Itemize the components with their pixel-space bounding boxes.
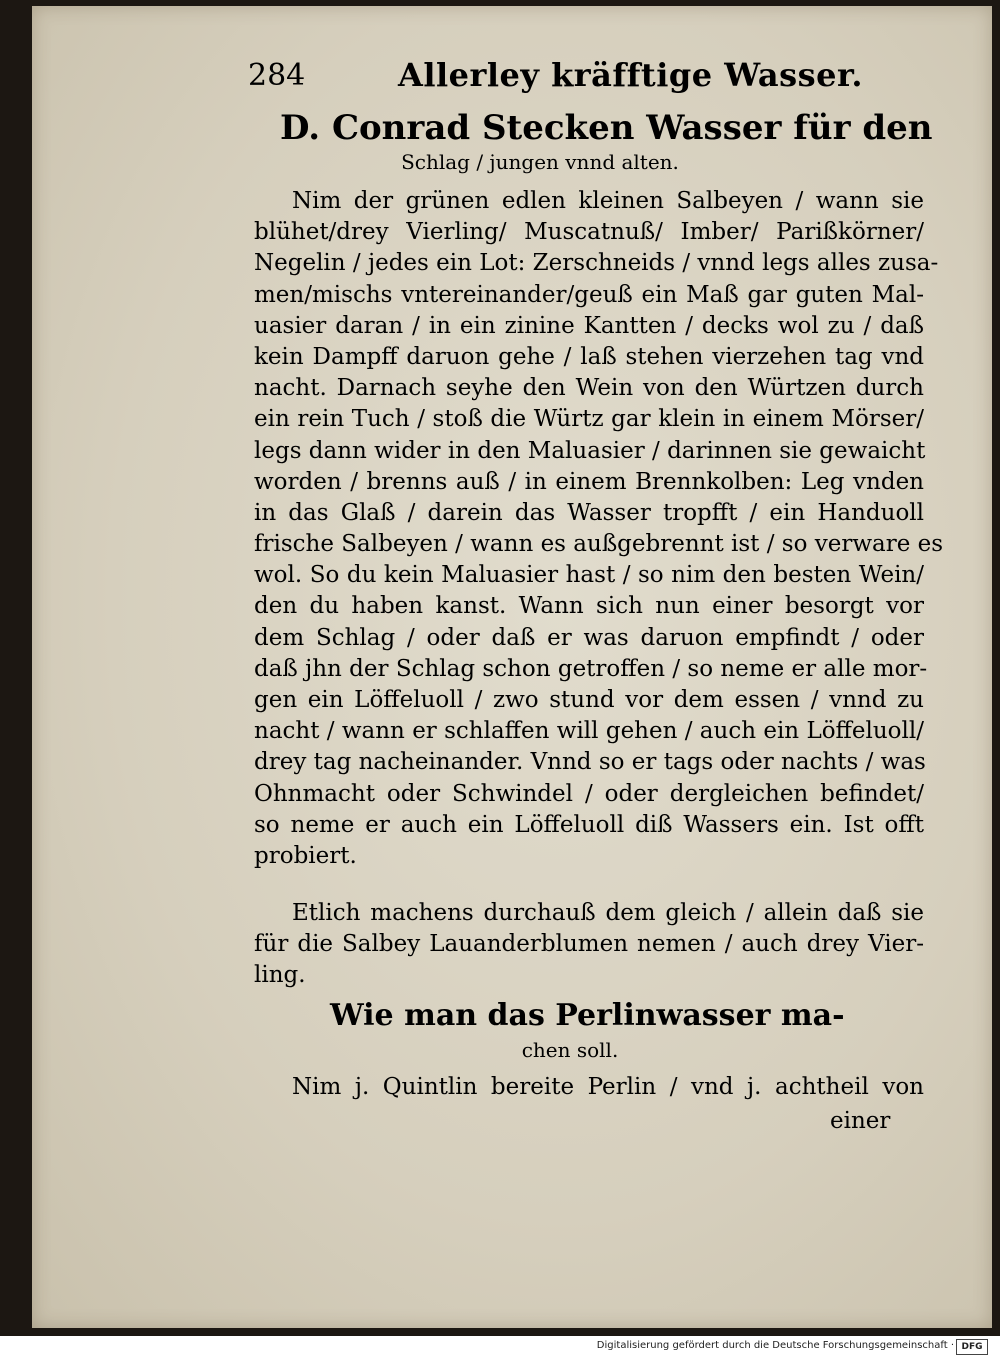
section-subtitle: chen soll. [521,1038,619,1062]
text-line: men/mischs vntereinander/geuß ein Maß gar guten Mal- [254,281,924,308]
text-line: Ohnmacht oder Schwindel / oder dergleichen befindet/ [254,780,924,807]
text-line: Etlich machens durchauß dem gleich / allein daß sie [292,900,924,926]
text-line: in das Glaß / darein das Wasser tropfft / ein Handuoll [254,499,924,526]
catchword: einer [830,1108,891,1134]
recipe-text [254,186,944,872]
footer-bar [0,1336,1000,1357]
text-line: frische Salbeyen / wann es außgebrennt ist / so verware es [254,531,944,558]
dfg-logo: DFG [956,1339,988,1355]
text-line: daß jhn der Schlag schon getroffen / so neme er alle mor- [254,655,928,682]
text-line: Nim der grünen edlen kleinen Salbeyen / wann sie [292,188,924,214]
text-line: blühet/drey Vierling/ Muscatnuß/ Imber/ Parißkörner/ [254,219,924,246]
text-line: ling. [254,962,306,989]
text-line: kein Dampff daruon gehe / laß stehen vierzehen tag vnd [254,343,924,370]
text-line: Nim j. Quintlin bereite Perlin / vnd j. achtheil von [292,1074,924,1100]
text-line: nacht. Darnach seyhe den Wein von den Würtzen durch [254,375,924,402]
section-title: Wie man das Perlinwasser ma- [330,998,845,1033]
text-line: nacht / wann er schlaffen will gehen / auch ein Löffeluoll/ [254,718,924,745]
running-head: Allerley kräfftige Wasser. [398,56,864,94]
section-subtitle: Schlag / jungen vnnd alten. [401,150,679,174]
variant-paragraph [254,898,924,992]
text-line: dem Schlag / oder daß er was daruon empfindt / oder [254,624,924,651]
text-line: ein rein Tuch / stoß die Würtz gar klein in einem Mörser/ [254,406,924,433]
recipe-text [254,1072,924,1103]
funding-credit: Digitalisierung gefördert durch die Deutsche Forschungsgemeinschaft · [596,1340,954,1351]
text-line: für die Salbey Lauanderblumen nemen / auch drey Vier- [254,931,924,958]
section-title: D. Conrad Stecken Wasser für den [280,108,933,148]
text-line: drey tag nacheinander. Vnnd so er tags oder nachts / was [254,749,926,776]
text-line: Negelin / jedes ein Lot: Zerschneids / vnnd legs alles zusa- [254,250,939,277]
text-line: uasier daran / in ein zinine Kantten / decks wol zu / daß [254,312,924,339]
text-line: worden / brenns auß / in einem Brennkolben: Leg vnden [254,468,924,495]
text-line: so neme er auch ein Löffeluoll diß Wassers ein. Ist offt [254,811,924,838]
text-line: legs dann wider in den Maluasier / darinnen sie gewaicht [254,437,926,464]
text-line: wol. So du kein Maluasier hast / so nim den besten Wein/ [254,562,924,589]
page-number: 284 [248,58,306,93]
text-line: den du haben kanst. Wann sich nun einer besorgt vor [254,593,924,620]
text-line: probiert. [254,842,357,869]
page-header [248,52,864,100]
text-line: gen ein Löffeluoll / zwo stund vor dem essen / vnnd zu [254,687,924,713]
